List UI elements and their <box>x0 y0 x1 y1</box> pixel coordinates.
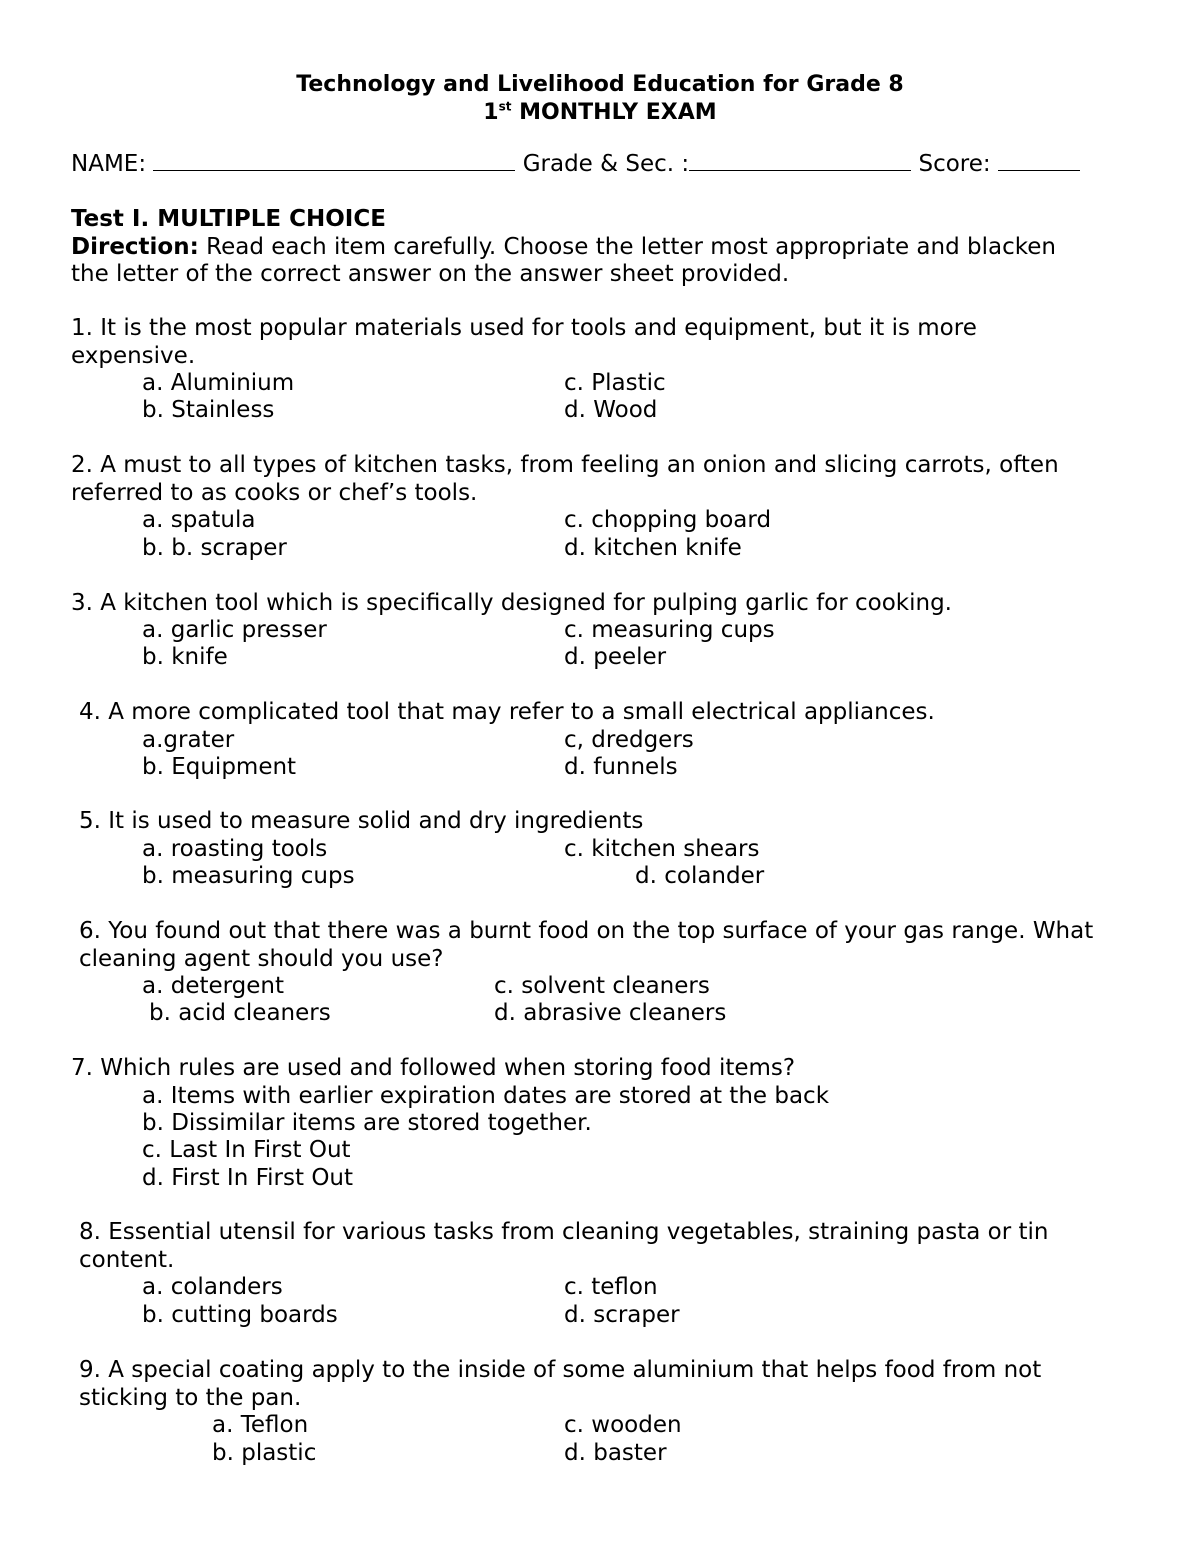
q5-option-a: a. roasting tools <box>142 836 328 862</box>
exam-subtitle <box>0 99 1200 127</box>
direction-line-1 <box>71 233 1056 261</box>
q4-option-c: c, dredgers <box>564 727 694 753</box>
question-9-text-cont: sticking to the pan. <box>79 1385 302 1411</box>
q3-option-a: a. garlic presser <box>142 617 327 643</box>
test-heading: Test I. MULTIPLE CHOICE <box>71 206 386 232</box>
q1-option-b: b. Stainless <box>142 397 275 423</box>
q2-option-b: b. b. scraper <box>142 535 287 561</box>
q9-option-d: d. baster <box>564 1440 667 1466</box>
q8-option-b: b. cutting boards <box>142 1302 338 1328</box>
question-1-text: 1. It is the most popular materials used for tools and equipment, but it is more <box>71 315 977 341</box>
question-6-text-cont: cleaning agent should you use? <box>79 946 444 972</box>
q7-option-d: d. First In First Out <box>142 1165 354 1191</box>
question-6-text: 6. You found out that there was a burnt food on the top surface of your gas range. What <box>79 918 1094 944</box>
q3-option-d: d. peeler <box>564 644 667 670</box>
question-8-text: 8. Essential utensil for various tasks from cleaning vegetables, straining pasta or tin <box>79 1219 1049 1245</box>
question-4-text: 4. A more complicated tool that may refer to a small electrical appliances. <box>79 699 935 725</box>
exam-ordinal-suffix: st <box>498 99 512 114</box>
grade-section-label: Grade & Sec. : <box>522 151 690 177</box>
q5-option-c: c. kitchen shears <box>564 836 760 862</box>
direction-text-1: Read each item carefully. Choose the letter most appropriate and blacken <box>198 234 1056 260</box>
q1-option-c: c. Plastic <box>564 370 666 396</box>
q7-option-b: b. Dissimilar items are stored together. <box>142 1110 592 1136</box>
score-label: Score: <box>918 151 991 177</box>
question-8-text-cont: content. <box>79 1247 175 1273</box>
question-1-text-cont: expensive. <box>71 343 196 369</box>
score-blank[interactable] <box>998 150 1080 171</box>
q5-option-d: d. colander <box>635 863 765 889</box>
q1-option-a: a. Aluminium <box>142 370 295 396</box>
q3-option-b: b. knife <box>142 644 228 670</box>
question-7-text: 7. Which rules are used and followed when storing food items? <box>71 1055 796 1081</box>
exam-number: 1 <box>483 100 499 125</box>
exam-title: Technology and Livelihood Education for Grade 8 <box>296 72 904 97</box>
q9-option-b: b. plastic <box>212 1440 317 1466</box>
q5-option-b: b. measuring cups <box>142 863 355 889</box>
q3-option-c: c. measuring cups <box>564 617 775 643</box>
q2-option-a: a. spatula <box>142 507 256 533</box>
q8-option-a: a. colanders <box>142 1274 283 1300</box>
question-5-text: 5. It is used to measure solid and dry ingredients <box>79 808 644 834</box>
q1-option-d: d. Wood <box>564 397 658 423</box>
q4-option-d: d. funnels <box>564 754 678 780</box>
direction-label: Direction: <box>71 234 199 260</box>
name-label: NAME: <box>71 151 147 177</box>
q8-option-d: d. scraper <box>564 1302 680 1328</box>
q6-option-b: b. acid cleaners <box>149 1000 331 1026</box>
q2-option-c: c. chopping board <box>564 507 772 533</box>
q6-option-d: d. abrasive cleaners <box>494 1000 727 1026</box>
name-blank[interactable] <box>153 150 515 171</box>
q9-option-a: a. Teflon <box>212 1412 309 1438</box>
q7-option-c: c. Last In First Out <box>142 1137 351 1163</box>
q6-option-c: c. solvent cleaners <box>494 973 710 999</box>
q4-option-a: a.grater <box>142 727 235 753</box>
question-2-text: 2. A must to all types of kitchen tasks, from feeling an onion and slicing carrots, often <box>71 452 1059 478</box>
q4-option-b: b. Equipment <box>142 754 297 780</box>
q8-option-c: c. teflon <box>564 1274 658 1300</box>
q2-option-d: d. kitchen knife <box>564 535 742 561</box>
question-3-text: 3. A kitchen tool which is specifically designed for pulping garlic for cooking. <box>71 590 952 616</box>
q9-option-c: c. wooden <box>564 1412 682 1438</box>
q6-option-a: a. detergent <box>142 973 285 999</box>
question-2-text-cont: referred to as cooks or chef’s tools. <box>71 480 478 506</box>
question-9-text: 9. A special coating apply to the inside of some aluminium that helps food from not <box>79 1357 1042 1383</box>
student-info-row <box>71 150 1080 178</box>
grade-section-blank[interactable] <box>689 150 911 171</box>
direction-line-2: the letter of the correct answer on the answer sheet provided. <box>71 261 790 287</box>
q7-option-a: a. Items with earlier expiration dates are stored at the back <box>142 1083 830 1109</box>
exam-subtitle-rest: MONTHLY EXAM <box>511 100 717 125</box>
